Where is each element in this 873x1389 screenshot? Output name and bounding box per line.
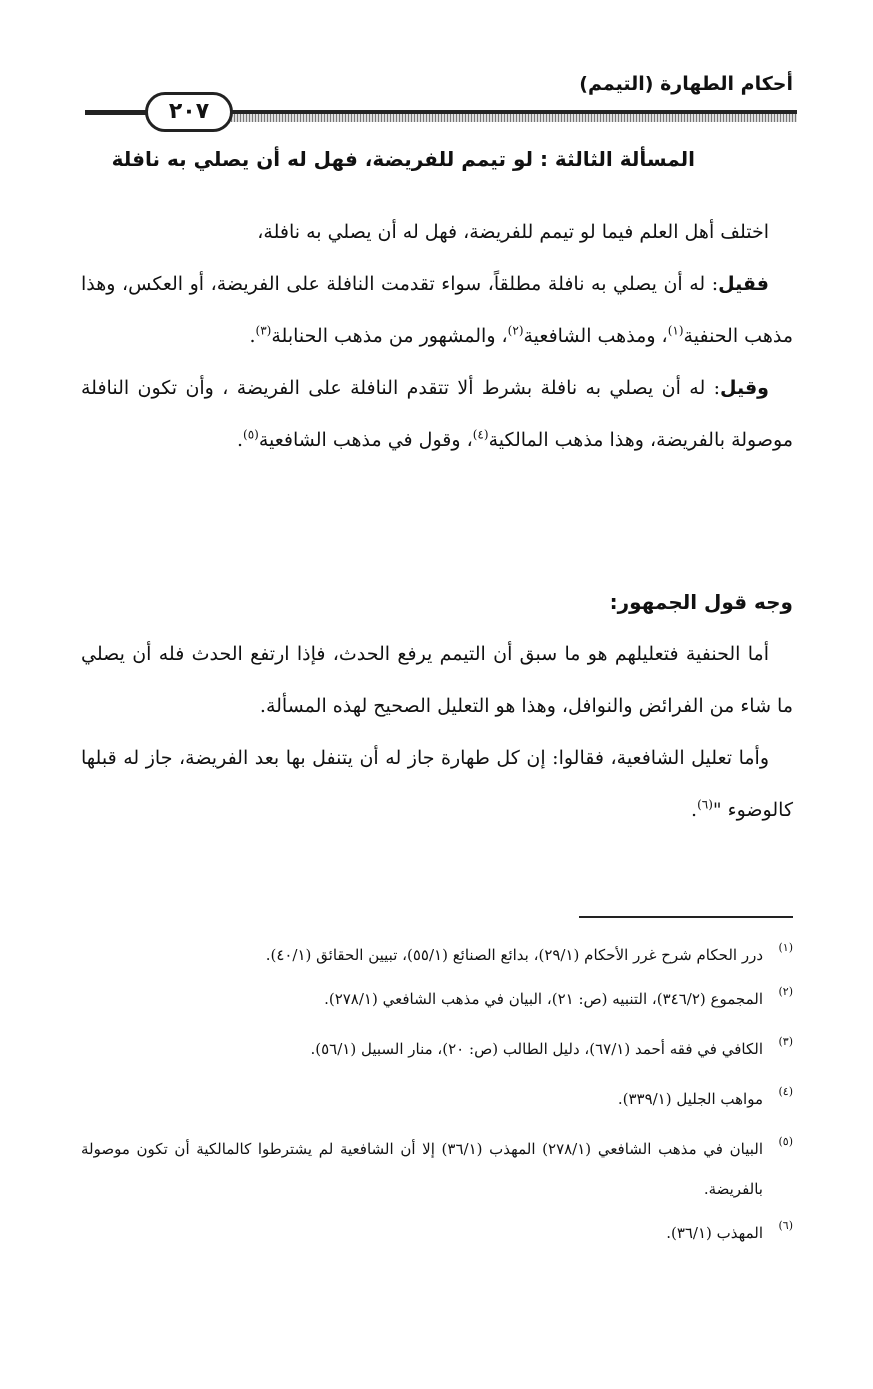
paragraph-text: أما الحنفية فتعليلهم هو ما سبق أن التيمم يرفع الحدث، فإذا ارتفع الحدث فله أن يصلي ما شاء من الفرائض والنوافل، وهذا هو التعليل الصحيح لهذه المسألة. xyxy=(81,643,793,717)
paragraph-text: ، وقول في مذهب الشافعية xyxy=(258,429,473,451)
footnotes xyxy=(81,935,793,1253)
paragraph-text: : له أن يصلي به نافلة مطلقاً، سواء تقدمت النافلة على الفريضة، أو العكس، وهذا مذهب الحنفية xyxy=(81,273,793,347)
footnote-ref: (١) xyxy=(667,323,684,338)
opinion-lead: وقيل xyxy=(720,377,769,399)
paragraph-text: اختلف أهل العلم فيما لو تيمم للفريضة، فهل له أن يصلي به نافلة، xyxy=(257,221,769,243)
footnote-number: (٥) xyxy=(778,1135,793,1148)
footnote-number: (٢) xyxy=(778,985,793,998)
footnote-number: (٤) xyxy=(778,1085,793,1098)
paragraph-second-opinion xyxy=(81,362,793,466)
paragraph-text: : له أن يصلي به نافلة بشرط ألا تتقدم النافلة على الفريضة ، وأن تكون النافلة موصولة بالفريضة، وهذا مذهب المالكية xyxy=(81,377,793,451)
header-rule-shading xyxy=(225,114,797,122)
paragraph-text: وأما تعليل الشافعية، فقالوا: إن كل طهارة جاز له أن يتنفل بها بعد الفريضة، جاز له قبلها كالوضوء " xyxy=(81,747,793,821)
footnote-text: مواهب الجليل (٣٣٩/١). xyxy=(617,1090,763,1108)
body-block-1 xyxy=(81,206,793,466)
paragraph-text: . xyxy=(249,325,256,347)
footnote-text: المهذب (٣٦/١). xyxy=(666,1224,763,1242)
footnote-ref: (٣) xyxy=(255,323,272,338)
paragraph-text: . xyxy=(236,429,244,451)
paragraph-text: . xyxy=(691,799,698,821)
section-title: المسألة الثالثة : لو تيمم للفريضة، فهل له أن يصلي به نافلة xyxy=(111,147,695,171)
footnote-ref: (٤) xyxy=(472,427,489,442)
page-number: ٢٠٧ xyxy=(145,92,233,132)
footnote-item xyxy=(81,1129,793,1209)
paragraph-shafii-reasoning xyxy=(81,732,793,836)
footnote-number: (١) xyxy=(778,941,793,954)
running-title: أحكام الطهارة (التيمم) xyxy=(579,73,793,95)
paragraph-text: ، ومذهب الشافعية xyxy=(523,325,668,347)
footnote-item xyxy=(81,1029,793,1069)
footnote-ref: (٦) xyxy=(697,797,713,812)
footnote-ref: (٢) xyxy=(507,323,524,338)
footnote-number: (٣) xyxy=(778,1035,793,1048)
subheading: وجه قول الجمهور: xyxy=(609,590,793,614)
paragraph-hanafi-reasoning xyxy=(81,628,793,732)
footnote-text: درر الحكام شرح غرر الأحكام (٢٩/١)، بدائع الصنائع (٥٥/١)، تبيين الحقائق (٤٠/١). xyxy=(265,946,763,964)
paragraph-first-opinion xyxy=(81,258,793,362)
paragraph-intro xyxy=(81,206,793,258)
footnote-item xyxy=(81,1079,793,1119)
footnote-text: المجموع (٣٤٦/٢)، التنبيه (ص: ٢١)، البيان في مذهب الشافعي (٢٧٨/١). xyxy=(324,990,763,1008)
footnote-text: البيان في مذهب الشافعي (٢٧٨/١) المهذب (٣٦/١) إلا أن الشافعية لم يشترطوا كالمالكية أن تكون موصولة بالفريضة. xyxy=(81,1140,764,1198)
footnote-ref: (٥) xyxy=(243,427,259,442)
footnote-separator xyxy=(579,916,793,918)
opinion-lead: فقيل xyxy=(718,273,769,295)
footnote-number: (٦) xyxy=(778,1219,793,1232)
footnote-item xyxy=(81,1213,793,1253)
body-block-2 xyxy=(81,628,793,836)
paragraph-text: ، والمشهور من مذهب الحنابلة xyxy=(271,325,508,347)
footnote-item xyxy=(81,935,793,975)
footnote-text: الكافي في فقه أحمد (٦٧/١)، دليل الطالب (ص: ٢٠)، منار السبيل (٥٦/١). xyxy=(310,1040,763,1058)
footnote-item xyxy=(81,979,793,1019)
